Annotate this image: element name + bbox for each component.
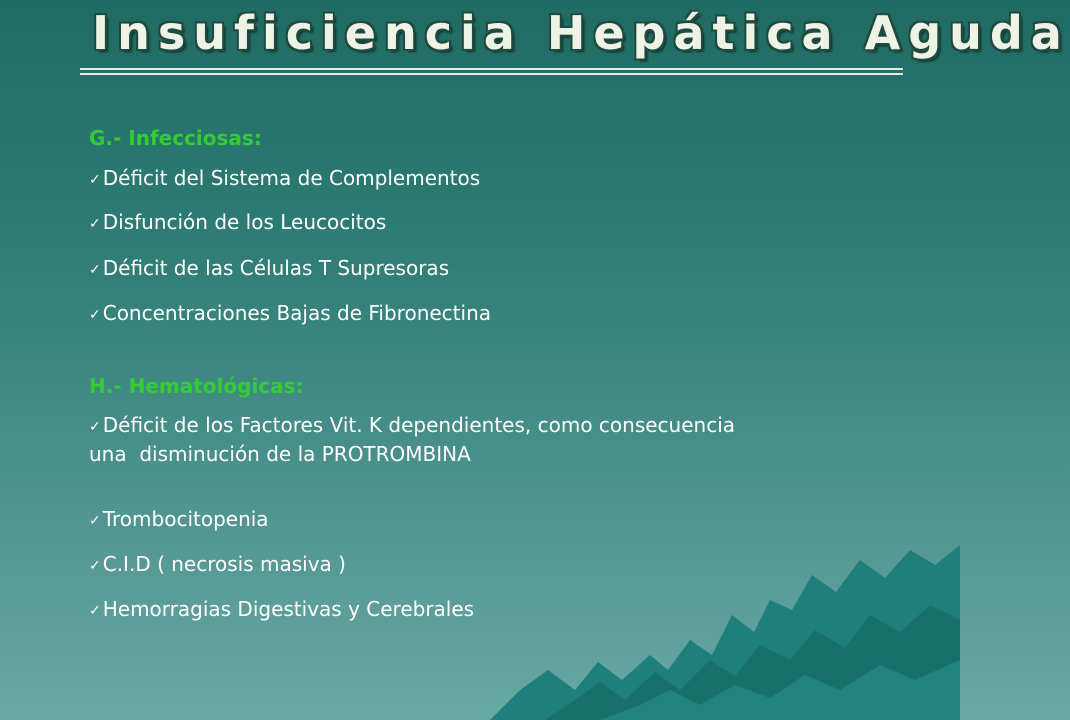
check-icon: ✓ bbox=[89, 513, 101, 529]
list-item bbox=[89, 209, 386, 238]
check-icon: ✓ bbox=[89, 603, 101, 619]
list-item bbox=[89, 596, 474, 625]
section-heading-infecciosas: G.- Infecciosas: bbox=[89, 126, 262, 150]
section-heading-hematologicas: H.- Hematológicas: bbox=[89, 374, 304, 398]
check-icon: ✓ bbox=[89, 307, 101, 323]
list-item bbox=[89, 412, 735, 441]
list-item bbox=[89, 165, 480, 194]
list-item-text: Hemorragias Digestivas y Cerebrales bbox=[102, 597, 475, 621]
check-icon: ✓ bbox=[89, 172, 101, 188]
list-item-continuation bbox=[89, 441, 471, 467]
list-item-text: Déficit de los Factores Vit. K dependientes, como consecuencia bbox=[102, 413, 735, 437]
list-item bbox=[89, 506, 269, 535]
list-item-text: Trombocitopenia bbox=[102, 507, 269, 531]
slide-title: Insuficiencia Hepática Aguda bbox=[92, 6, 1070, 60]
list-item-text: Concentraciones Bajas de Fibronectina bbox=[102, 301, 492, 325]
list-item bbox=[89, 255, 449, 284]
list-item bbox=[89, 300, 491, 329]
check-icon: ✓ bbox=[89, 216, 101, 232]
list-item-text: Déficit del Sistema de Complementos bbox=[102, 166, 481, 190]
check-icon: ✓ bbox=[89, 262, 101, 278]
list-item bbox=[89, 551, 346, 580]
list-item-text: una disminución de la PROTROMBINA bbox=[89, 442, 471, 466]
title-underline-bottom bbox=[80, 73, 903, 75]
list-item-text: Disfunción de los Leucocitos bbox=[102, 210, 387, 234]
check-icon: ✓ bbox=[89, 419, 101, 435]
title-underline-top bbox=[80, 68, 903, 70]
check-icon: ✓ bbox=[89, 558, 101, 574]
list-item-text: Déficit de las Células T Supresoras bbox=[102, 256, 450, 280]
list-item-text: C.I.D ( necrosis masiva ) bbox=[102, 552, 346, 576]
